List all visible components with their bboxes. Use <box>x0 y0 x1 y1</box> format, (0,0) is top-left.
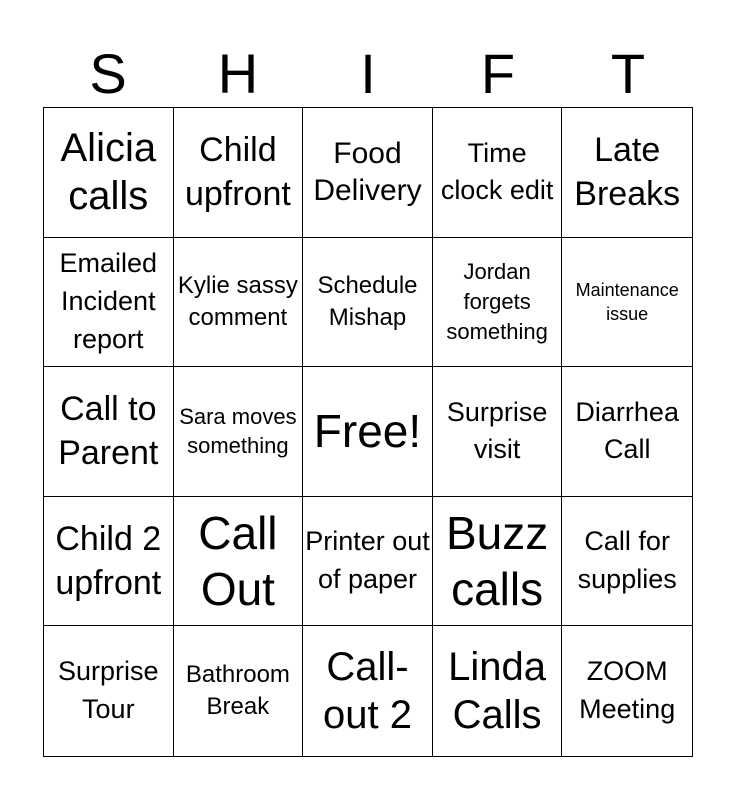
cell-label: Linda Calls <box>448 645 547 738</box>
bingo-grid <box>43 107 693 757</box>
bingo-cell[interactable] <box>562 108 692 238</box>
bingo-cell[interactable] <box>44 497 174 627</box>
cell-label: Diarrhea Call <box>575 396 679 465</box>
bingo-cell[interactable] <box>433 108 563 238</box>
header-letter-t: T <box>610 42 646 105</box>
bingo-cell[interactable] <box>44 626 174 756</box>
cell-label: Schedule Mishap <box>317 271 418 331</box>
bingo-header <box>43 40 693 108</box>
bingo-cell[interactable] <box>562 497 692 627</box>
bingo-cell[interactable] <box>303 238 433 368</box>
cell-label: Call Out <box>198 506 278 616</box>
header-letter-f: F <box>480 42 516 105</box>
cell-label: Call-out 2 <box>323 645 412 738</box>
cell-label: Call for supplies <box>577 526 677 595</box>
bingo-cell[interactable] <box>433 497 563 627</box>
bingo-cell[interactable] <box>303 108 433 238</box>
bingo-cell[interactable] <box>174 497 304 627</box>
cell-label: Bathroom Break <box>185 660 290 721</box>
cell-label: Sara moves something <box>179 403 297 459</box>
cell-label: Alicia calls <box>60 126 157 219</box>
cell-label: Child upfront <box>184 131 291 214</box>
bingo-cell[interactable] <box>303 626 433 756</box>
cell-label: Call to Parent <box>58 390 159 473</box>
bingo-cell[interactable] <box>433 238 563 368</box>
bingo-cell[interactable] <box>44 108 174 238</box>
cell-label: Surprise Tour <box>58 656 159 725</box>
cell-label: Food Delivery <box>313 136 422 208</box>
cell-label: Buzz calls <box>445 506 549 616</box>
cell-label: Surprise visit <box>446 396 548 465</box>
bingo-cell[interactable] <box>433 367 563 497</box>
bingo-cell[interactable] <box>562 238 692 368</box>
bingo-cell[interactable] <box>174 367 304 497</box>
cell-label: Emailed Incident report <box>59 248 158 354</box>
bingo-cell free-space[interactable] <box>303 367 433 497</box>
header-letter-h: H <box>217 42 259 105</box>
bingo-cell[interactable] <box>562 626 692 756</box>
bingo-cell[interactable] <box>562 367 692 497</box>
bingo-cell[interactable] <box>174 108 304 238</box>
bingo-cell[interactable] <box>174 238 304 368</box>
cell-label: Jordan forgets something <box>446 259 548 344</box>
bingo-cell[interactable] <box>44 367 174 497</box>
header-letter-i: I <box>360 42 376 105</box>
cell-label: Printer out of paper <box>305 526 430 595</box>
bingo-cell[interactable] <box>433 626 563 756</box>
bingo-cell[interactable] <box>174 626 304 756</box>
header-letter-s: S <box>89 42 127 105</box>
bingo-cell[interactable] <box>303 497 433 627</box>
bingo-cell[interactable] <box>44 238 174 368</box>
cell-label: Late Breaks <box>574 131 681 214</box>
cell-label: Maintenance issue <box>575 279 679 324</box>
cell-label: Child 2 upfront <box>55 519 162 603</box>
cell-label: Time clock edit <box>440 137 554 206</box>
free-space-label: Free! <box>313 405 422 458</box>
cell-label: ZOOM Meeting <box>579 656 676 725</box>
cell-label: Kylie sassy comment <box>177 271 298 331</box>
